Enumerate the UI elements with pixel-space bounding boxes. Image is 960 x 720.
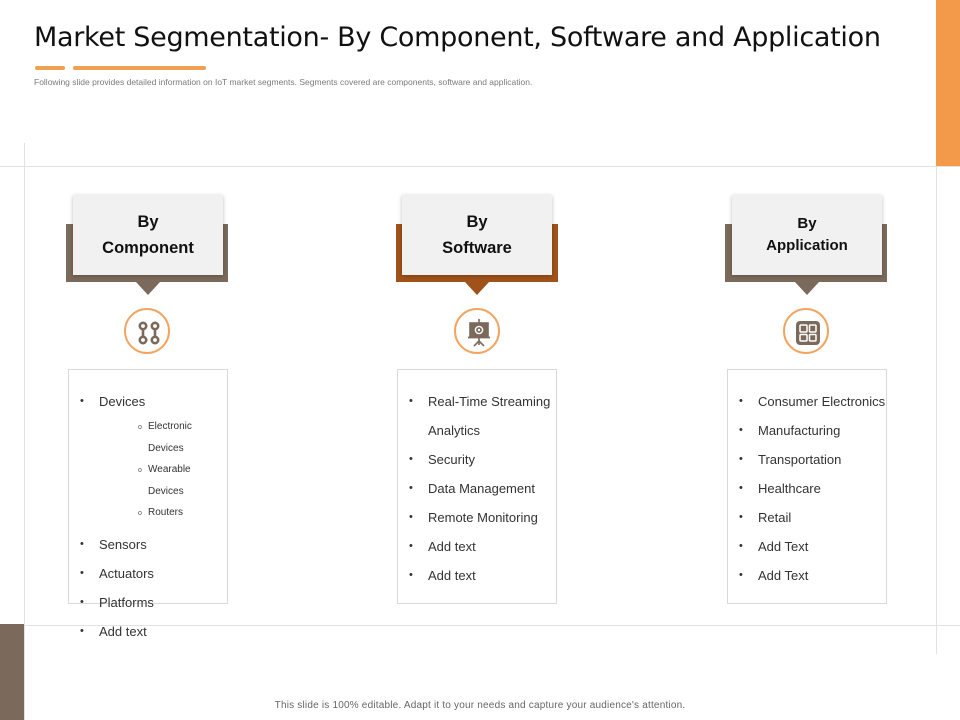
list-item: • Healthcare: [728, 474, 886, 503]
list-item: • Transportation: [728, 445, 886, 474]
list-item: • Sensors: [69, 530, 227, 559]
list-item: • Add text: [398, 532, 556, 561]
list-item: • Security: [398, 445, 556, 474]
list-item: • Real-Time Streaming: [398, 387, 556, 416]
list-item: Analytics: [428, 423, 481, 438]
list-item: • Add text: [69, 617, 227, 646]
sub-list-item: o Routers: [99, 502, 227, 524]
header-line1: By: [466, 213, 488, 231]
header-line2: Application: [766, 237, 848, 254]
list-item: • Manufacturing: [728, 416, 886, 445]
component-icon: [124, 308, 170, 354]
sub-list-item: o Wearable Devices: [99, 459, 227, 502]
divider-right: [936, 166, 937, 654]
list-box-application: [727, 369, 887, 604]
header-pointer-software: [465, 282, 489, 295]
list-item: • Consumer Electronics: [728, 387, 886, 416]
header-card-application: [732, 195, 882, 275]
list-item: • Remote Monitoring: [398, 503, 556, 532]
sub-list-item: o Electronic Devices: [99, 416, 227, 459]
list-item: • Platforms: [69, 588, 227, 617]
header-card-software: [402, 195, 552, 275]
header-line1: By: [797, 215, 817, 232]
header-line2: Component: [102, 239, 194, 257]
header-line1: By: [137, 213, 159, 231]
list-item: • Add Text: [728, 561, 886, 590]
header-card-component: [73, 195, 223, 275]
slide-footer: This slide is 100% editable. Adapt it to your needs and capture your audience's attention.: [274, 700, 686, 711]
application-grid-icon: [783, 308, 829, 354]
list-item: • Add text: [398, 561, 556, 590]
divider-left: [24, 143, 25, 720]
list-item: • Retail: [728, 503, 886, 532]
list-box-software: [397, 369, 557, 604]
divider-top: [0, 166, 960, 167]
orange-corner-bar: [936, 0, 960, 166]
title-accent-short: [35, 66, 65, 70]
list-item: • Data Management: [398, 474, 556, 503]
header-pointer-component: [136, 282, 160, 295]
list-item: • Devices o Electronic Devices o Wearable Devices o Routers: [69, 387, 227, 524]
header-pointer-application: [795, 282, 819, 295]
header-line2: Software: [442, 239, 512, 257]
slide-subtitle: Following slide provides detailed information on IoT market segments. Segments covered are components, software and application.: [34, 77, 533, 87]
list-item: • Add Text: [728, 532, 886, 561]
list-box-component: [68, 369, 228, 639]
list-item: • Actuators: [69, 559, 227, 588]
title-accent-long: [73, 66, 206, 70]
software-presentation-icon: [454, 308, 500, 354]
slide-title: Market Segmentation- By Component, Software and Application: [34, 22, 881, 53]
